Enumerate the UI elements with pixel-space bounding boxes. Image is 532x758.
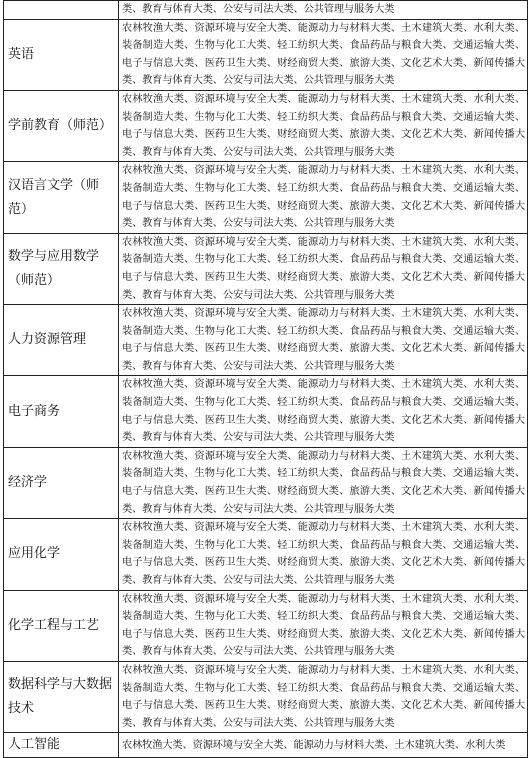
major-cell: 英语 [4, 19, 119, 90]
table-row [4, 519, 528, 590]
categories-cell: 农林牧渔大类、资源环境与安全大类、能源动力与材料大类、土木建筑大类、水利大类、装备制造大类、生物与化工大类、轻工纺织大类、食品药品与粮食大类、交通运输大类、电子与信息大类、医药卫生大类、财经商贸大类、旅游大类、文化艺术大类、新闻传播大类、教育与体育大类、公安与司法大类、公共管理与服务大类 [119, 376, 528, 447]
major-cell: 人工智能 [4, 733, 119, 758]
major-cell: 电子商务 [4, 376, 119, 447]
categories-cell: 农林牧渔大类、资源环境与安全大类、能源动力与材料大类、土木建筑大类、水利大类 [119, 733, 528, 758]
major-cell: 应用化学 [4, 519, 119, 590]
major-category-table [3, 0, 528, 758]
categories-cell: 农林牧渔大类、资源环境与安全大类、能源动力与材料大类、土木建筑大类、水利大类、装备制造大类、生物与化工大类、轻工纺织大类、食品药品与粮食大类、交通运输大类、电子与信息大类、医药卫生大类、财经商贸大类、旅游大类、文化艺术大类、新闻传播大类、教育与体育大类、公安与司法大类、公共管理与服务大类 [119, 305, 528, 376]
major-cell: 数据科学与大数据技术 [4, 661, 119, 732]
major-cell: 汉语言文学（师范） [4, 162, 119, 233]
major-cell: 经济学 [4, 447, 119, 518]
major-cell: 人力资源管理 [4, 305, 119, 376]
categories-cell: 农林牧渔大类、资源环境与安全大类、能源动力与材料大类、土木建筑大类、水利大类、装备制造大类、生物与化工大类、轻工纺织大类、食品药品与粮食大类、交通运输大类、电子与信息大类、医药卫生大类、财经商贸大类、旅游大类、文化艺术大类、新闻传播大类、教育与体育大类、公安与司法大类、公共管理与服务大类 [119, 661, 528, 732]
categories-cell: 农林牧渔大类、资源环境与安全大类、能源动力与材料大类、土木建筑大类、水利大类、装备制造大类、生物与化工大类、轻工纺织大类、食品药品与粮食大类、交通运输大类、电子与信息大类、医药卫生大类、财经商贸大类、旅游大类、文化艺术大类、新闻传播大类、教育与体育大类、公安与司法大类、公共管理与服务大类 [119, 519, 528, 590]
table-row [4, 305, 528, 376]
table-row [4, 590, 528, 661]
major-cell: 数学与应用数学（师范） [4, 233, 119, 304]
major-cell: 化学工程与工艺 [4, 590, 119, 661]
categories-cell: 农林牧渔大类、资源环境与安全大类、能源动力与材料大类、土木建筑大类、水利大类、装备制造大类、生物与化工大类、轻工纺织大类、食品药品与粮食大类、交通运输大类、电子与信息大类、医药卫生大类、财经商贸大类、旅游大类、文化艺术大类、新闻传播大类、教育与体育大类、公安与司法大类、公共管理与服务大类 [119, 233, 528, 304]
categories-cell: 农林牧渔大类、资源环境与安全大类、能源动力与材料大类、土木建筑大类、水利大类、装备制造大类、生物与化工大类、轻工纺织大类、食品药品与粮食大类、交通运输大类、电子与信息大类、医药卫生大类、财经商贸大类、旅游大类、文化艺术大类、新闻传播大类、教育与体育大类、公安与司法大类、公共管理与服务大类 [119, 590, 528, 661]
categories-cell: 农林牧渔大类、资源环境与安全大类、能源动力与材料大类、土木建筑大类、水利大类、装备制造大类、生物与化工大类、轻工纺织大类、食品药品与粮食大类、交通运输大类、电子与信息大类、医药卫生大类、财经商贸大类、旅游大类、文化艺术大类、新闻传播大类、教育与体育大类、公安与司法大类、公共管理与服务大类 [119, 19, 528, 90]
table-row [4, 733, 528, 758]
categories-cell: 农林牧渔大类、资源环境与安全大类、能源动力与材料大类、土木建筑大类、水利大类、装备制造大类、生物与化工大类、轻工纺织大类、食品药品与粮食大类、交通运输大类、电子与信息大类、医药卫生大类、财经商贸大类、旅游大类、文化艺术大类、新闻传播大类、教育与体育大类、公安与司法大类、公共管理与服务大类 [119, 162, 528, 233]
table-row [4, 376, 528, 447]
table-row [4, 447, 528, 518]
table-row [4, 233, 528, 304]
categories-cell: 类、教育与体育大类、公安与司法大类、公共管理与服务大类 [119, 1, 528, 20]
categories-cell: 农林牧渔大类、资源环境与安全大类、能源动力与材料大类、土木建筑大类、水利大类、装备制造大类、生物与化工大类、轻工纺织大类、食品药品与粮食大类、交通运输大类、电子与信息大类、医药卫生大类、财经商贸大类、旅游大类、文化艺术大类、新闻传播大类、教育与体育大类、公安与司法大类、公共管理与服务大类 [119, 90, 528, 161]
major-cell [4, 1, 119, 20]
table-row [4, 162, 528, 233]
major-cell: 学前教育（师范） [4, 90, 119, 161]
table-row [4, 90, 528, 161]
table-row [4, 19, 528, 90]
table-row [4, 661, 528, 732]
categories-cell: 农林牧渔大类、资源环境与安全大类、能源动力与材料大类、土木建筑大类、水利大类、装备制造大类、生物与化工大类、轻工纺织大类、食品药品与粮食大类、交通运输大类、电子与信息大类、医药卫生大类、财经商贸大类、旅游大类、文化艺术大类、新闻传播大类、教育与体育大类、公安与司法大类、公共管理与服务大类 [119, 447, 528, 518]
table-row [4, 1, 528, 20]
